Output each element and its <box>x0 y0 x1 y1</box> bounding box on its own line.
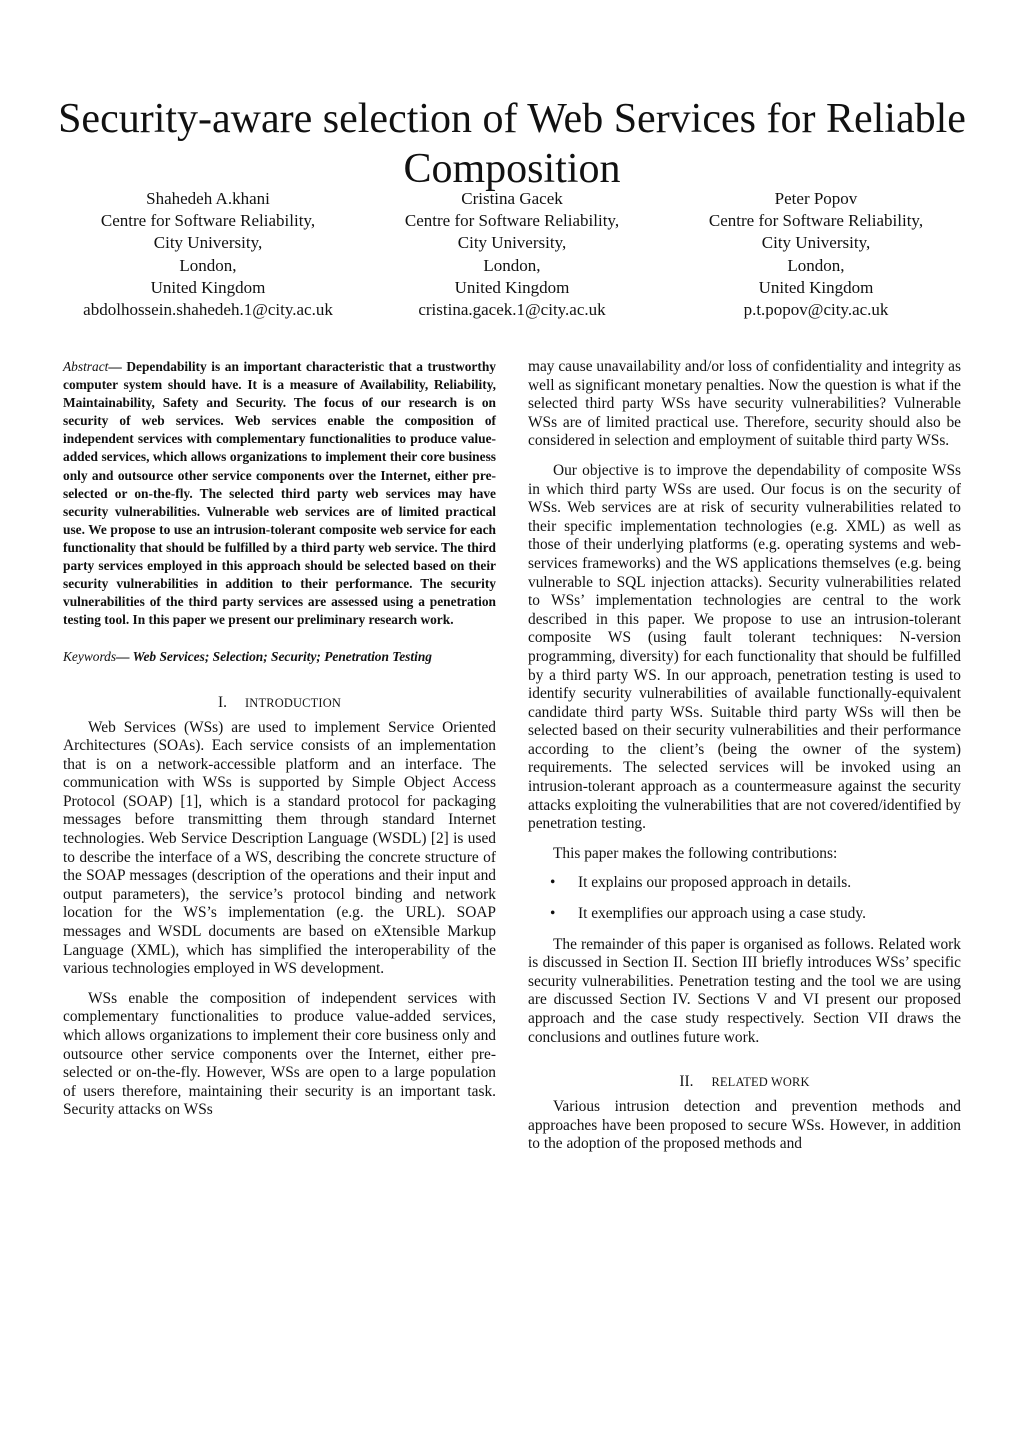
author-name: Peter Popov <box>774 189 858 208</box>
contribution-text: It explains our proposed approach in details. <box>578 874 852 892</box>
author-affiliation: Centre for Software Reliability, <box>404 211 620 231</box>
author-email: p.t.popov@city.ac.uk <box>743 300 889 320</box>
bullet-icon: • <box>550 874 556 892</box>
keywords <box>63 648 496 666</box>
author-city: London, <box>483 255 541 275</box>
keywords-label: Keywords <box>63 649 117 665</box>
contributions-intro: This paper makes the following contributions: <box>553 844 838 862</box>
author-name: Shahedeh A.khani <box>146 189 270 208</box>
author-block <box>40 188 984 328</box>
author-university: City University, <box>457 233 567 253</box>
left-column <box>63 358 496 1131</box>
author-university: City University, <box>153 233 263 253</box>
keywords-text: Web Services; Selection; Security; Penetration Testing <box>132 649 432 665</box>
author-affiliation: Centre for Software Reliability, <box>708 211 924 231</box>
right-column <box>528 358 961 1165</box>
section-number: I. <box>218 693 227 711</box>
author-3 <box>656 188 976 321</box>
section-name: RELATED WORK <box>711 1075 810 1090</box>
section-heading-related-work <box>528 1072 961 1092</box>
bullet-icon: • <box>550 905 556 923</box>
intro-paragraph-1: Web Services (WSs) are used to implement Service Oriented Architectures (SOAs). Each service consists of an implementation that is on a network-accessible platform and an interface. The communication with WSs is supported by Simple Object Access Protocol (SOAP) [1], which is a standard protocol for packaging messages before transmitting them through standard Internet technologies. Web Service Description Language (WSDL) [2] is used to describe the interface of a WS, describing the concrete structure of the SOAP messages (description of the operations and their input and output parameters), the service’s protocol binding and network location for the WS’s implementation (e.g. the URL). SOAP messages and WSDL documents are based on eXtensible Markup Language (XML), which has simplified the interoperability of the various technologies employed in WS development. <box>63 718 496 978</box>
section-name: INTRODUCTION <box>244 695 341 710</box>
abstract-label: Abstract <box>63 359 109 374</box>
author-country: United Kingdom <box>758 277 874 297</box>
author-email: cristina.gacek.1@city.ac.uk <box>418 300 606 320</box>
abstract-text: Dependability is an important characteristic that a trustworthy computer system should have. It is a measure of Availability, Reliability, Maintainability, Safety and Security. The focus of our research is on security of web services. Web services enable the composition of independent services with complementary functionalities to produce value-added services, which allows organizations to implement their core business only and outsource other service components over the Internet, either pre-selected or on-the-fly. The selected third party web services may have security vulnerabilities. Vulnerable web services are of limited practical use. We propose to use an intrusion-tolerant composite web service for each functionality that should be fulfilled by a third party web service. The third party services employed in this approach should be selected based on their security vulnerabilities in addition to their performance. The security vulnerabilities of the third party services are assessed using a penetration testing tool. In this paper we present our preliminary research work. <box>63 359 496 628</box>
related-work-paragraph: Various intrusion detection and prevention methods and approaches have been proposed to secure WSs. However, in addition to the adoption of the proposed methods and <box>528 1098 961 1153</box>
author-name: Cristina Gacek <box>461 189 563 208</box>
list-item <box>528 905 961 924</box>
author-2 <box>352 188 672 321</box>
abstract <box>63 358 496 629</box>
author-country: United Kingdom <box>150 277 266 297</box>
author-affiliation: Centre for Software Reliability, <box>100 211 316 231</box>
contributions-list <box>528 874 961 923</box>
author-1 <box>48 188 368 321</box>
section-heading-introduction <box>63 693 496 713</box>
objective-paragraph: Our objective is to improve the dependability of composite WSs in which third party WSs are used. Our focus is on the security of WSs. Web services are at risk of security vulnerabilities related to their specific implementation technologies (e.g. XML) as well as those of their underlying platforms (e.g. operating systems and web-services frameworks) and the WS applications themselves (e.g. being vulnerable to SQL injection attacks). Security vulnerabilities related to WSs’ implementation technologies are central to the work described in this paper. We propose to use an intrusion-tolerant composite WS (using fault tolerant techniques: N-version programming, diversity) for each functionality that should be fulfilled by a third party WS. In our approach, penetration testing is used to identify security vulnerabilities of available functionally-equivalent candidate third party WSs. Suitable third party WSs will then be selected based on their security vulnerabilities and their performance according to the client’s (being the owner of the system) requirements. The selected services will be invoked using an intrusion-tolerant approach as a countermeasure against the security attacks exploiting the vulnerabilities that are not covered/identified by penetration testing. <box>528 461 961 833</box>
section-number: II. <box>679 1073 694 1091</box>
list-item <box>528 874 961 893</box>
remainder-paragraph: The remainder of this paper is organised as follows. Related work is discussed in Section II. Section III briefly introduces WSs’ specific security vulnerabilities. Penetration testing and the tool we are using are discussed Section IV. Sections V and VI present our proposed approach and the case study respectively. Section VII draws the conclusions and outlines future work. <box>528 935 961 1046</box>
author-city: London, <box>787 255 845 275</box>
abstract-dash: — <box>108 359 122 374</box>
intro-continuation: may cause unavailability and/or loss of confidentiality and integrity as well as significant monetary penalties. Now the question is what if the selected third party WSs have security vulnerabilities? Vulnerable WSs are of limited practical use. Therefore, security should also be considered in selection and employment of suitable third party WSs. <box>528 358 961 450</box>
author-country: United Kingdom <box>454 277 570 297</box>
author-city: London, <box>179 255 237 275</box>
author-university: City University, <box>761 233 871 253</box>
keywords-dash: — <box>116 649 130 665</box>
author-email: abdolhossein.shahedeh.1@city.ac.uk <box>83 300 333 320</box>
contribution-text: It exemplifies our approach using a case study. <box>578 905 866 923</box>
intro-paragraph-2: WSs enable the composition of independent services with complementary functionalities to produce value-added services, which allows organizations to implement their core business only and outsource other service components over the Internet, either pre-selected or on-the-fly. However, WSs are open to a large population of users therefore, maintaining their security is an important task. Security attacks on WSs <box>63 989 496 1119</box>
paper-title: Security-aware selection of Web Services for Reliable Composition <box>58 96 966 192</box>
